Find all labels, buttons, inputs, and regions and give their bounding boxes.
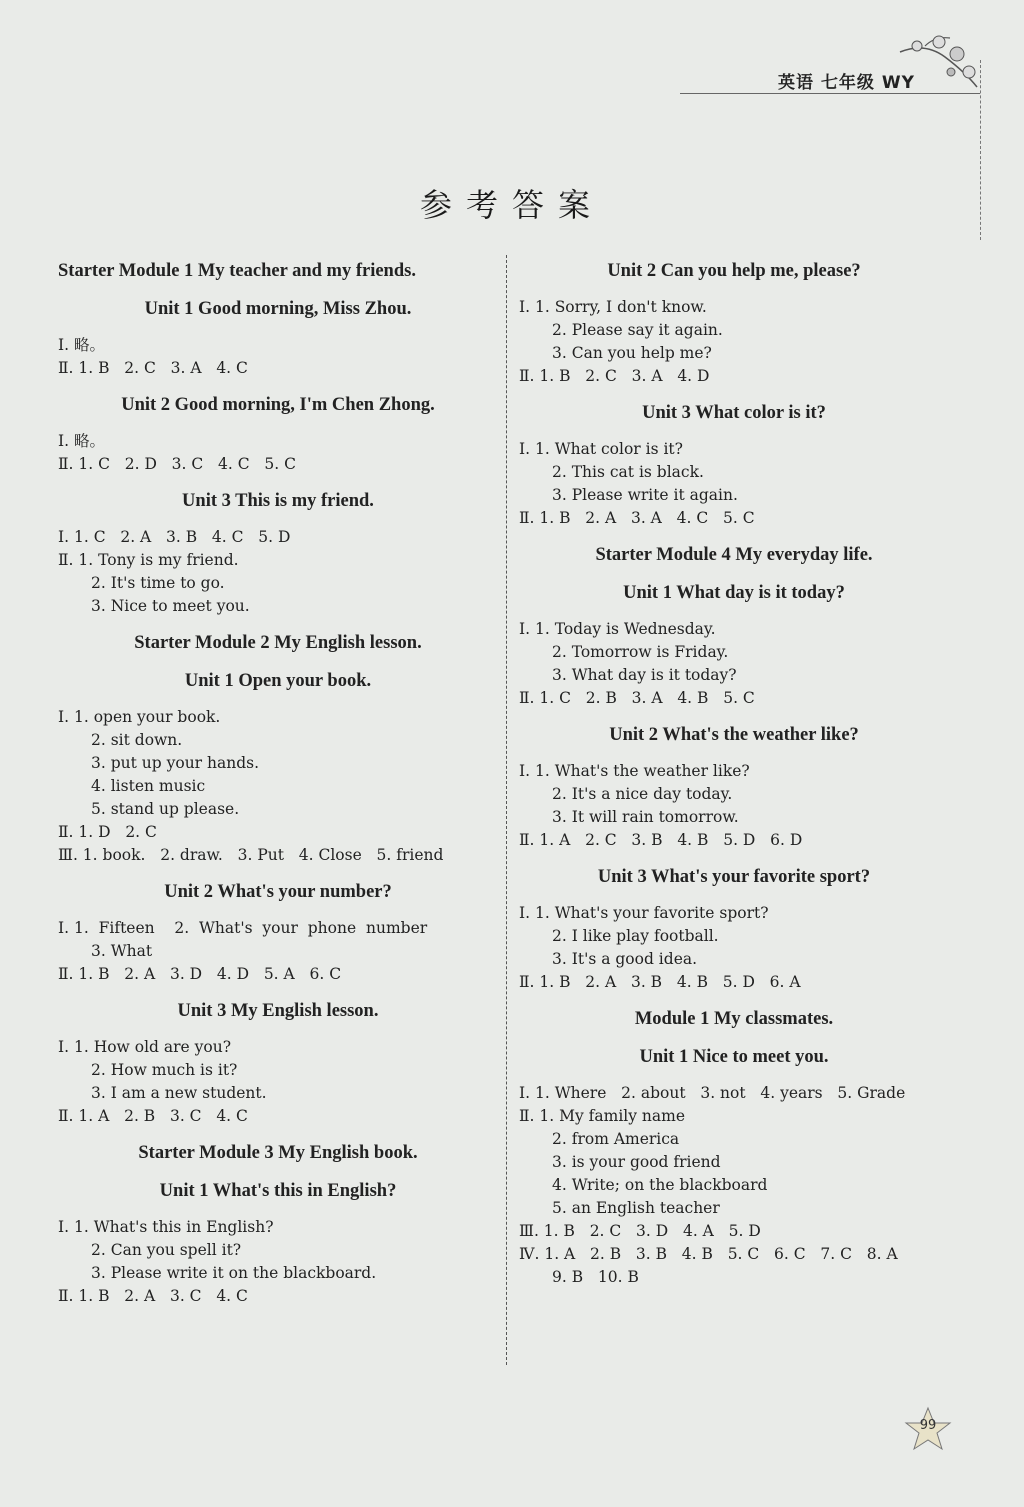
section-heading: Unit 3 What's your favorite sport? <box>597 867 871 887</box>
answer-line: Ⅰ. 1. What's your favorite sport? <box>519 904 769 922</box>
page-number: 99 <box>919 1418 937 1433</box>
answer-line: 5. stand up please. <box>91 800 240 818</box>
answer-line: 5. an English teacher <box>552 1199 720 1217</box>
section-heading: Unit 2 What's your number? <box>164 882 392 902</box>
answer-line: Ⅰ. 略。 <box>58 432 105 450</box>
section-heading: Starter Module 4 My everyday life. <box>595 545 873 565</box>
answer-line: Ⅰ. 1. Sorry, I don't know. <box>519 298 707 316</box>
answer-line: 3. It's a good idea. <box>552 950 698 968</box>
answer-line: 3. Please write it on the blackboard. <box>91 1264 377 1282</box>
answer-line: 2. It's time to go. <box>91 574 225 592</box>
answer-line: Ⅱ. 1. C 2. B 3. A 4. B 5. C <box>519 689 755 707</box>
section-heading: Unit 3 What color is it? <box>642 403 826 423</box>
answer-line: 3. What day is it today? <box>552 666 737 684</box>
answer-line: Ⅱ. 1. B 2. A 3. B 4. B 5. D 6. A <box>519 973 801 991</box>
answer-line: Ⅲ. 1. book. 2. draw. 3. Put 4. Close 5. friend <box>58 846 444 864</box>
answer-line: Ⅱ. 1. B 2. A 3. C 4. C <box>58 1287 248 1305</box>
answer-line: Ⅱ. 1. B 2. C 3. A 4. C <box>58 359 248 377</box>
answer-line: 3. put up your hands. <box>91 754 260 772</box>
answer-line: Ⅱ. 1. Tony is my friend. <box>58 551 239 569</box>
answer-line: 3. is your good friend <box>552 1153 721 1171</box>
answer-line: 9. B 10. B <box>552 1268 639 1286</box>
answer-line: 2. sit down. <box>91 731 183 749</box>
section-heading: Unit 3 My English lesson. <box>177 1001 379 1021</box>
section-heading: Starter Module 3 My English book. <box>138 1143 418 1163</box>
answer-line: 4. Write; on the blackboard <box>552 1176 768 1194</box>
section-heading: Module 1 My classmates. <box>634 1009 834 1029</box>
answer-line: 3. What <box>91 942 153 960</box>
section-heading: Unit 3 This is my friend. <box>182 491 374 511</box>
answer-line: Ⅱ. 1. A 2. C 3. B 4. B 5. D 6. D <box>519 831 803 849</box>
answer-line: 3. Please write it again. <box>552 486 738 504</box>
answer-line: 2. It's a nice day today. <box>552 785 733 803</box>
answer-line: Ⅱ. 1. B 2. C 3. A 4. D <box>519 367 710 385</box>
section-heading: Unit 2 Good morning, I'm Chen Zhong. <box>121 395 435 415</box>
answer-line: Ⅳ. 1. A 2. B 3. B 4. B 5. C 6. C 7. C 8. A <box>519 1245 898 1263</box>
section-heading: Unit 1 Good morning, Miss Zhou. <box>144 299 412 319</box>
section-heading: Unit 1 What day is it today? <box>623 583 845 603</box>
answer-line: Ⅲ. 1. B 2. C 3. D 4. A 5. D <box>519 1222 761 1240</box>
column-divider <box>506 255 507 1365</box>
answer-line: Ⅱ. 1. B 2. A 3. A 4. C 5. C <box>519 509 755 527</box>
right-column <box>519 258 949 1289</box>
answer-line: 2. Can you spell it? <box>91 1241 242 1259</box>
answer-line: 3. I am a new student. <box>91 1084 267 1102</box>
answer-line: 2. from America <box>552 1130 680 1148</box>
answer-line: 2. How much is it? <box>91 1061 238 1079</box>
answer-line: Ⅱ. 1. B 2. A 3. D 4. D 5. A 6. C <box>58 965 342 983</box>
answer-line: Ⅰ. 略。 <box>58 336 105 354</box>
section-heading: Unit 2 What's the weather like? <box>609 725 859 745</box>
answer-line: Ⅰ. 1. open your book. <box>58 708 221 726</box>
answer-line: Ⅱ. 1. C 2. D 3. C 4. C 5. C <box>58 455 296 473</box>
answer-line: 3. It will rain tomorrow. <box>552 808 739 826</box>
section-heading: Unit 1 Open your book. <box>184 671 372 691</box>
answer-line: Ⅱ. 1. D 2. C <box>58 823 157 841</box>
section-heading: Unit 1 What's this in English? <box>159 1181 397 1201</box>
section-heading: Unit 1 Nice to meet you. <box>639 1047 829 1067</box>
answer-line: 2. Please say it again. <box>552 321 723 339</box>
answer-line: Ⅰ. 1. Fifteen 2. What's your phone number <box>58 919 428 937</box>
answer-line: Ⅰ. 1. Today is Wednesday. <box>519 620 716 638</box>
answer-line: Ⅰ. 1. What color is it? <box>519 440 683 458</box>
answer-line: Ⅰ. 1. Where 2. about 3. not 4. years 5. Grade <box>519 1084 906 1102</box>
section-heading: Starter Module 2 My English lesson. <box>134 633 422 653</box>
section-heading: Starter Module 1 My teacher and my friends. <box>58 261 416 281</box>
header-rule <box>680 93 980 94</box>
answer-line: 2. Tomorrow is Friday. <box>552 643 729 661</box>
page-title: 参考答案 <box>419 186 604 224</box>
answer-line: Ⅰ. 1. What's the weather like? <box>519 762 750 780</box>
answer-line: Ⅰ. 1. How old are you? <box>58 1038 232 1056</box>
section-heading: Unit 2 Can you help me, please? <box>607 261 861 281</box>
answer-line: Ⅰ. 1. C 2. A 3. B 4. C 5. D <box>58 528 291 546</box>
answer-line: Ⅰ. 1. What's this in English? <box>58 1218 274 1236</box>
answer-line: Ⅱ. 1. My family name <box>519 1107 686 1125</box>
answer-line: 3. Nice to meet you. <box>91 597 250 615</box>
answer-line: 3. Can you help me? <box>552 344 712 362</box>
answer-line: 4. listen music <box>91 777 206 795</box>
answer-line: Ⅱ. 1. A 2. B 3. C 4. C <box>58 1107 248 1125</box>
answer-line: 2. This cat is black. <box>552 463 704 481</box>
answer-line: 2. I like play football. <box>552 927 719 945</box>
left-column <box>58 258 498 1308</box>
subject-grade-label: 英语 七年级 WY <box>778 73 915 93</box>
